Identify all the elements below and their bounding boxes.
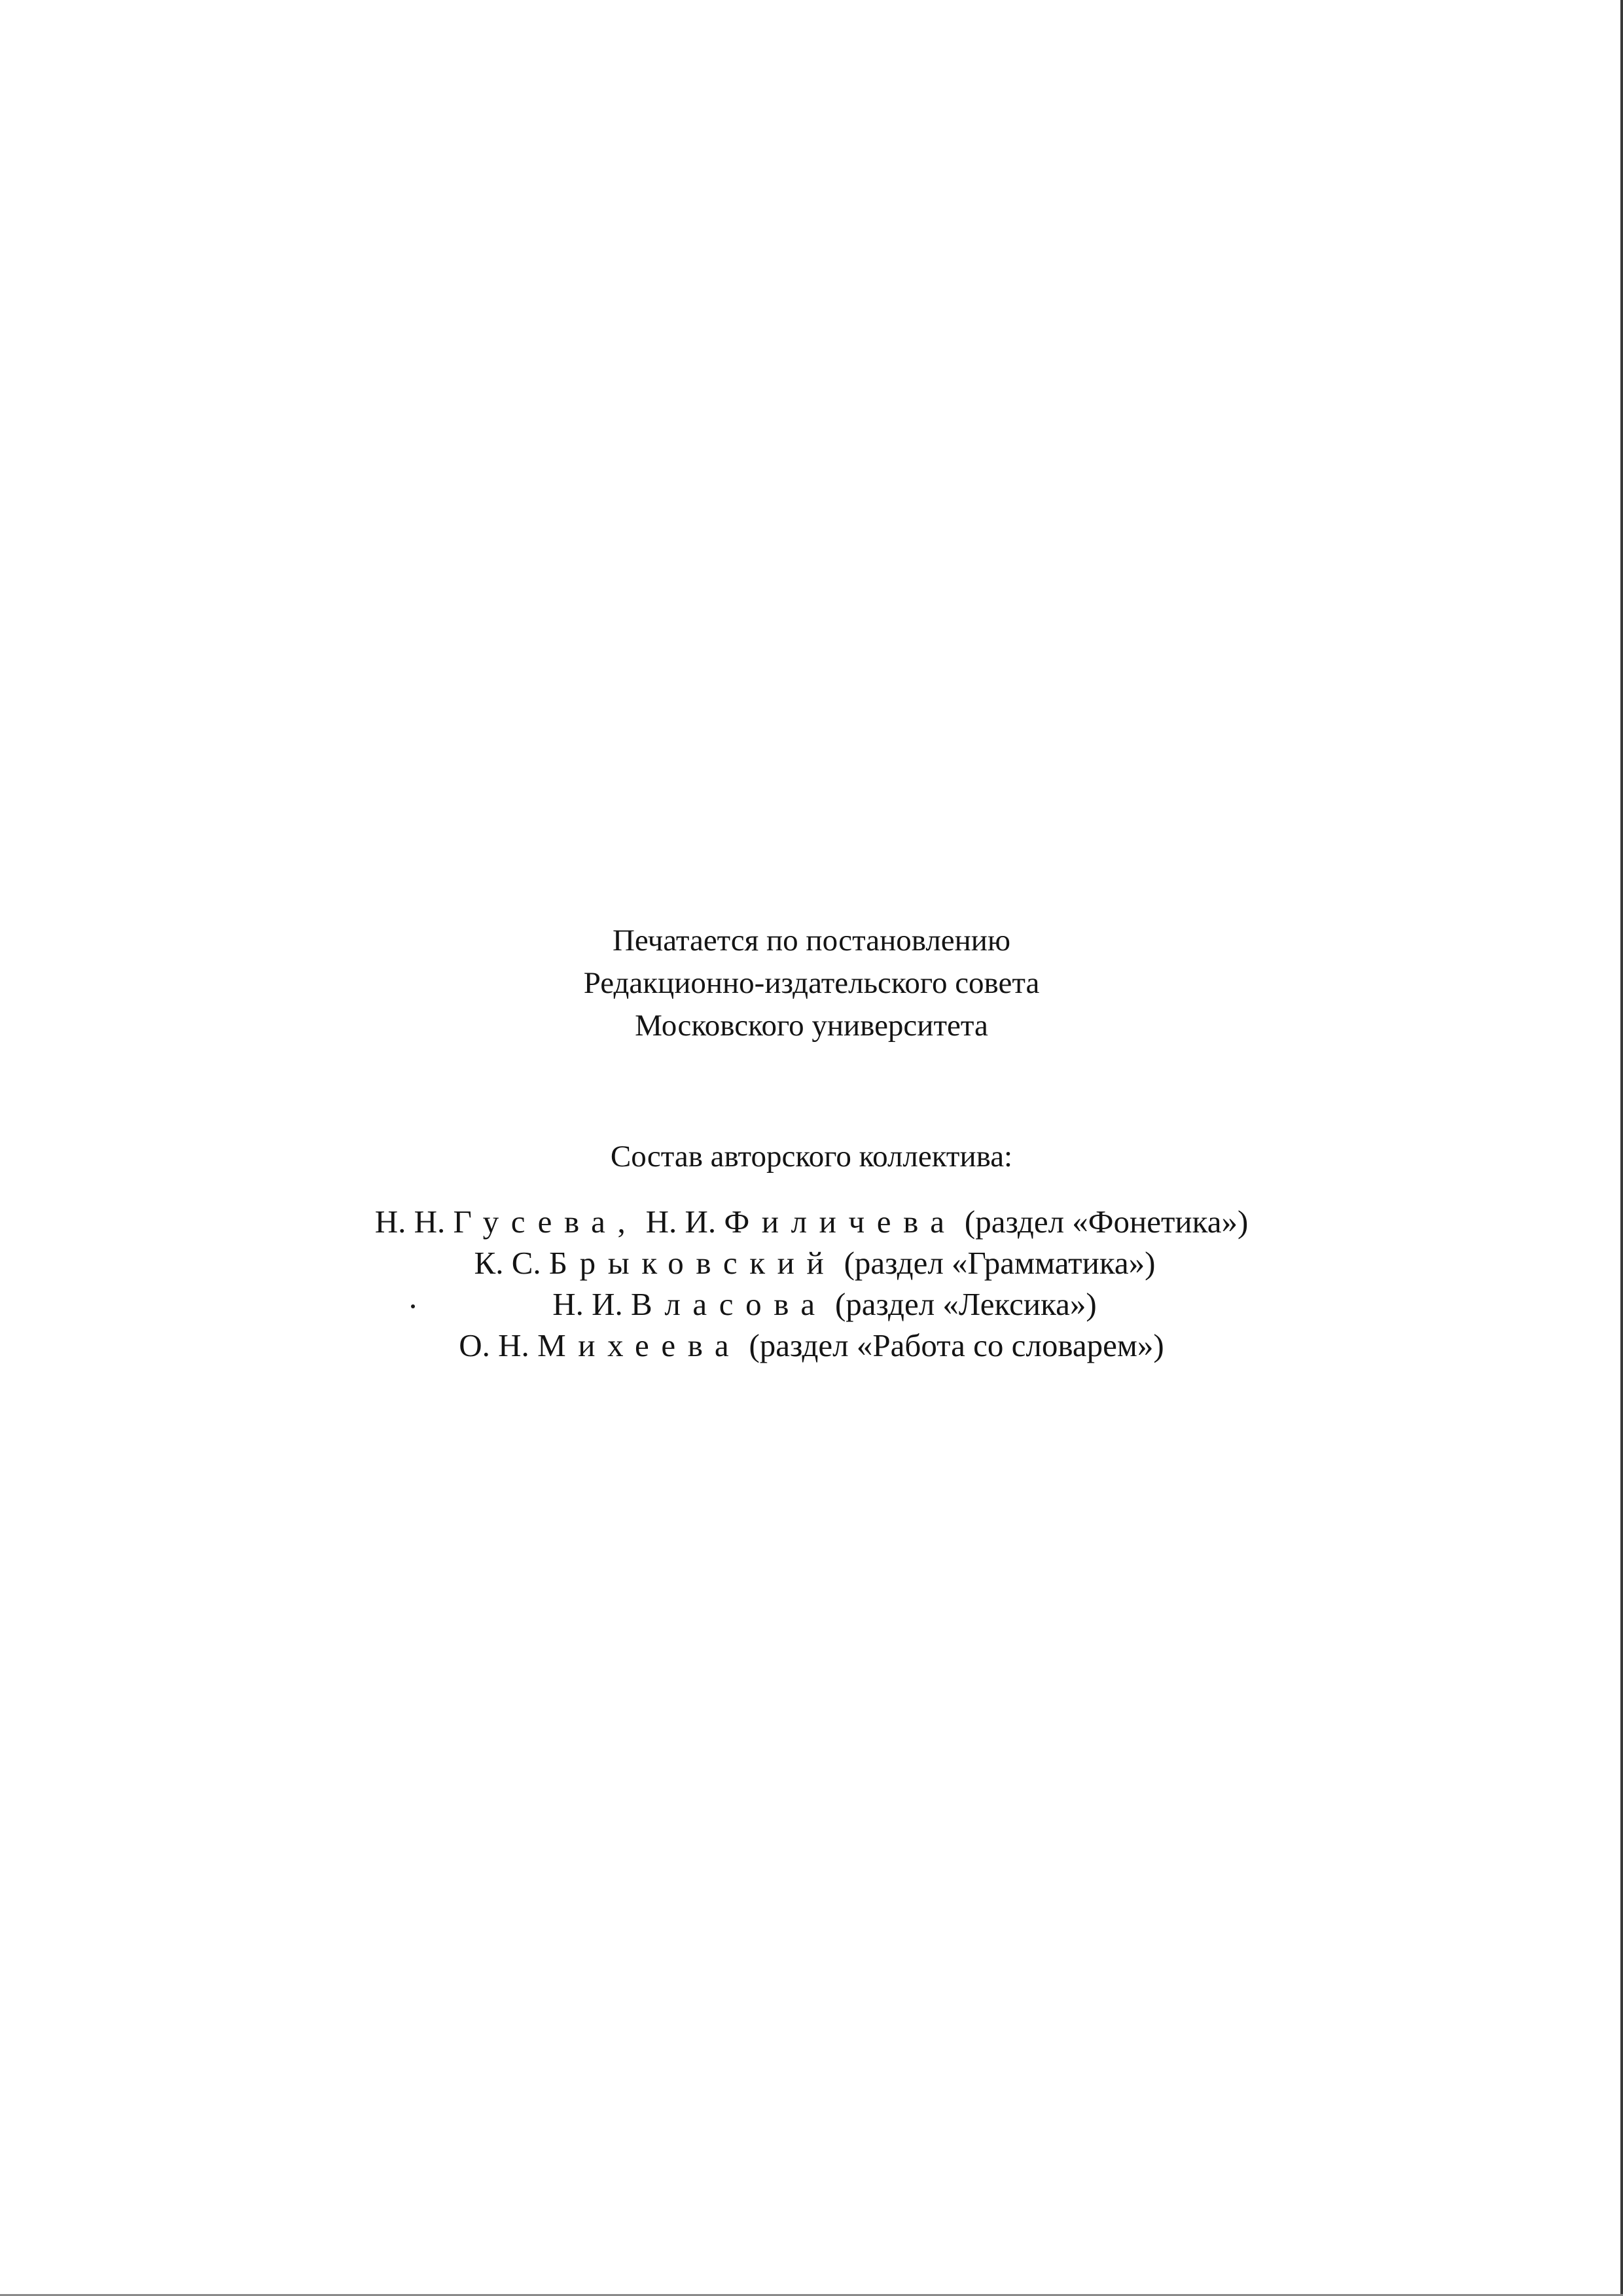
author-initials: К. С. xyxy=(474,1245,541,1281)
authors-list xyxy=(0,1201,1623,1366)
imprint-line-2: Редакционно-издательского совета xyxy=(583,966,1040,1000)
author-row-grammar xyxy=(0,1242,1623,1283)
author-section: (раздел «Грамматика») xyxy=(844,1245,1156,1281)
imprint-line-3: Московского университета xyxy=(635,1009,988,1043)
author-row-lexicon xyxy=(0,1283,1623,1325)
author-surname: Михеева xyxy=(537,1327,741,1363)
author-row-dictionary xyxy=(0,1325,1623,1366)
imprint-notice xyxy=(0,920,1623,1047)
author-section: (раздел «Лексика») xyxy=(834,1286,1097,1322)
author-row-phonetics xyxy=(0,1201,1623,1242)
author-surname: Гусева, xyxy=(453,1204,638,1240)
author-section: (раздел «Работа со словарем») xyxy=(749,1327,1164,1363)
author-surname: Власова xyxy=(631,1286,827,1322)
stray-print-dot xyxy=(411,1304,415,1308)
author-initials: О. Н. xyxy=(459,1327,529,1363)
authors-heading: Состав авторского коллектива: xyxy=(610,1139,1013,1174)
author-initials: Н. И. xyxy=(645,1204,717,1240)
author-surname: Филичева xyxy=(724,1204,957,1240)
imprint-line-1: Печатается по постановлению xyxy=(612,924,1011,958)
author-surname: Брыковский xyxy=(548,1245,836,1281)
author-initials: Н. Н. xyxy=(374,1204,446,1240)
author-section: (раздел «Фонетика») xyxy=(964,1204,1249,1240)
author-initials: Н. И. xyxy=(552,1286,623,1322)
